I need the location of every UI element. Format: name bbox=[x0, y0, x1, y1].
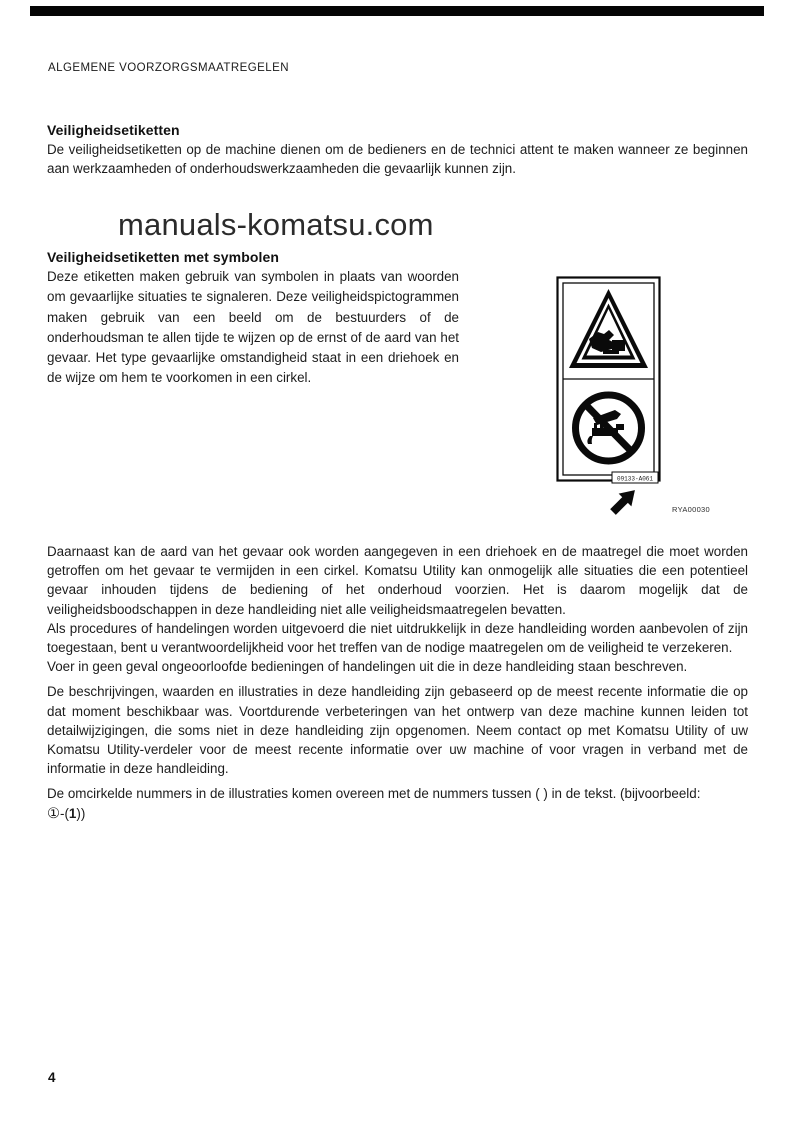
circled-number-glyph: ① bbox=[47, 805, 60, 822]
page-header-title: ALGEMENE VOORZORGSMAATREGELEN bbox=[48, 62, 289, 74]
paragraph-omcirkelde-nummers: De omcirkelde nummers in de illustraties komen overeen met de nummers tussen ( ) in de tekst. (bijvoorbeeld: bbox=[47, 786, 701, 802]
top-black-rule bbox=[30, 6, 764, 16]
label-part-number-text: 09133-A061 bbox=[616, 475, 654, 483]
figure-caption: RYA00030 bbox=[672, 505, 710, 514]
paragraph-ongeoorloofd: Voer in geen geval ongeoorloofde bedieningen of handelingen uit die in deze handleiding staan beschreven. bbox=[47, 659, 688, 675]
example-number: 1 bbox=[68, 805, 77, 821]
section-body-symbolen: Deze etiketten maken gebruik van symbolen in plaats van woorden om gevaarlijke situaties te signaleren. Deze veiligheidspictogrammen maken gebruik van een beeld om de bestuurders of de onderhoudsman te allen tijde te wijzen op de ernst of de aard van het gevaar. Het type gevaarlijke omstandigheid staat in een driehoek en de wijze om hem te voorkomen in een cirkel. bbox=[47, 269, 459, 386]
paragraph-procedures: Als procedures of handelingen worden uitgevoerd die niet uitdrukkelijk in deze handleiding worden aanbevolen of zijn toegestaan, bent u verantwoordelijkheid voor het treffen van de nodige maatregelen om de veiligheid te verzekeren. bbox=[47, 620, 748, 656]
main-text-block bbox=[47, 542, 748, 824]
section-heading-veiligheidsetiketten: Veiligheidsetiketten bbox=[47, 122, 180, 138]
example-mid: -( bbox=[60, 805, 69, 821]
section-heading-symbolen: Veiligheidsetiketten met symbolen bbox=[47, 249, 280, 265]
label-part-number bbox=[612, 472, 658, 483]
page-number: 4 bbox=[48, 1070, 56, 1085]
safety-label-figure bbox=[556, 276, 664, 520]
watermark-text: manuals-komatsu.com bbox=[118, 207, 434, 242]
paragraph-beschrijvingen: De beschrijvingen, waarden en illustraties in deze handleiding zijn gebaseerd op de meest recente informatie die op dat moment beschikbaar was. Voortdurende verbeteringen van het ontwerp van deze machine kunnen leiden tot detailwijzigingen, die soms niet in deze handleiding zijn opgenomen. Neem contact op met Komatsu Utility of uw Komatsu Utility-verdeler voor de meest recente informatie over uw machine of voor vragen in verband met de informatie in deze handleiding. bbox=[47, 684, 748, 777]
section-body-veiligheidsetiketten: De veiligheidsetiketten op de machine dienen om de bedieners en de technici attent te maken wanneer ze beginnen aan werkzaamheden of onderhoudswerkzaamheden die gevaarlijk kunnen zijn. bbox=[47, 142, 748, 177]
paragraph-driehoek-cirkel: Daarnaast kan de aard van het gevaar ook worden aangegeven in een driehoek en de maatregel die moet worden getroffen om het gevaar te vermijden in een cirkel. Komatsu Utility kan onmogelijk alle situaties die een potentieel gevaar inhouden tijdens de bediening of het onderhoud voorzien. Het is daarom mogelijk dat de veiligheidsboodschappen in deze handleiding niet alle veiligheidsmaatregelen bevatten. bbox=[47, 544, 748, 617]
pointer-arrow-icon bbox=[607, 484, 642, 519]
example-suffix: )) bbox=[76, 805, 86, 821]
example-number-line bbox=[47, 804, 748, 824]
